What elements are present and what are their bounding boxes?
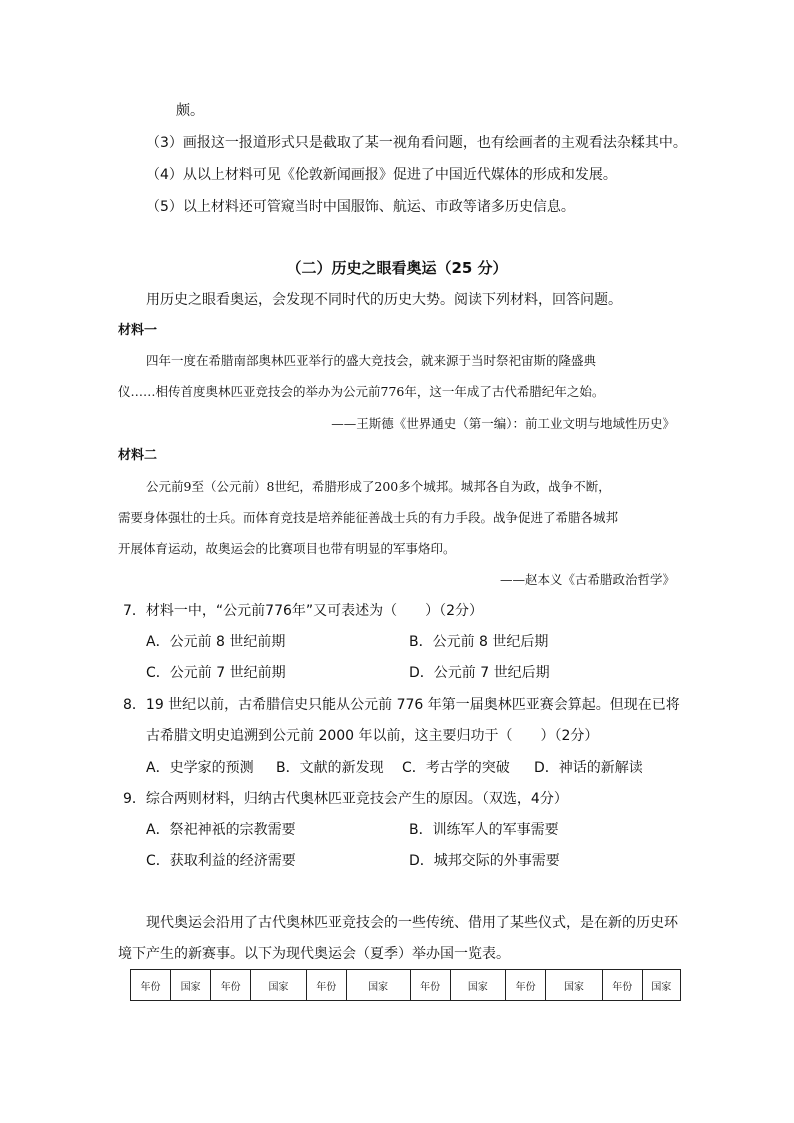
material1-source: ——王斯德《世界通史（第一编）：前工业文明与地域性历史》 bbox=[331, 416, 675, 431]
header-year: 年份 bbox=[131, 970, 171, 1001]
material2-source: ——赵本义《古希腊政治哲学》 bbox=[499, 572, 675, 587]
material2-line-2: 需要身体强壮的士兵。而体育竞技是培养能征善战士兵的有力手段。战争促进了希腊各城邦 bbox=[118, 510, 619, 525]
note-4: （4）从以上材料可见《伦敦新闻画报》促进了中国近代媒体的形成和发展。 bbox=[146, 167, 617, 183]
q7-option-c[interactable]: C．公元前 7 世纪前期 bbox=[146, 665, 286, 681]
material1-line-2: 仪……相传首度奥林匹亚竞技会的举办为公元前776年，这一年成了古代希腊纪年之始。 bbox=[118, 384, 605, 399]
note-5: （5）以上材料还可管窥当时中国服饰、航运、市政等诸多历史信息。 bbox=[146, 199, 575, 215]
material2-line-3: 开展体育运动，故奥运会的比赛项目也带有明显的军事烙印。 bbox=[118, 541, 456, 556]
note-3: （3）画报这一报道形式只是截取了某一视角看问题，也有绘画者的主观看法杂糅其中。 bbox=[146, 135, 687, 151]
q7-option-a[interactable]: A．公元前 8 世纪前期 bbox=[146, 634, 286, 650]
modern-line-1: 现代奥运会沿用了古代奥林匹亚竞技会的一些传统、借用了某些仪式，是在新的历史环 bbox=[146, 915, 678, 931]
q8-option-b[interactable]: B．文献的新发现 bbox=[276, 760, 384, 776]
header-year: 年份 bbox=[306, 970, 346, 1001]
header-country: 国家 bbox=[450, 970, 506, 1001]
q9-option-c[interactable]: C．获取利益的经济需要 bbox=[146, 853, 296, 869]
header-year: 年份 bbox=[602, 970, 642, 1001]
q9-option-a[interactable]: A．祭祀神祇的宗教需要 bbox=[146, 822, 296, 838]
header-year: 年份 bbox=[410, 970, 450, 1001]
q8-option-c[interactable]: C．考古学的突破 bbox=[402, 760, 510, 776]
header-country: 国家 bbox=[346, 970, 410, 1001]
modern-line-2: 境下产生的新赛事。以下为现代奥运会（夏季）举办国一览表。 bbox=[118, 946, 510, 962]
q7-option-b[interactable]: B．公元前 8 世纪后期 bbox=[409, 634, 549, 650]
continued-text: 颇。 bbox=[176, 103, 204, 119]
q9-stem: 9．综合两则材料，归纳古代奥林匹亚竞技会产生的原因。（双选，4分） bbox=[123, 791, 568, 807]
section-title: （二）历史之眼看奥运（25 分） bbox=[286, 259, 508, 277]
q8-option-a[interactable]: A．史学家的预测 bbox=[146, 760, 254, 776]
q7-option-d[interactable]: D．公元前 7 世纪后期 bbox=[409, 665, 550, 681]
material1-line-1: 四年一度在希腊南部奥林匹亚举行的盛大竞技会，就来源于当时祭祀宙斯的隆盛典 bbox=[146, 353, 597, 368]
q9-option-d[interactable]: D．城邦交际的外事需要 bbox=[409, 853, 560, 869]
q8-option-d[interactable]: D．神话的新解读 bbox=[534, 760, 643, 776]
material2-label: 材料二 bbox=[118, 448, 158, 463]
q8-stem-line-2: 古希腊文明史追溯到公元前 2000 年以前，这主要归功于（ ）（2分） bbox=[146, 728, 599, 744]
header-country: 国家 bbox=[251, 970, 307, 1001]
table-header-row bbox=[131, 970, 681, 1001]
material1-label: 材料一 bbox=[118, 323, 158, 338]
header-country: 国家 bbox=[171, 970, 211, 1001]
q7-stem: 7．材料一中，“公元前776年”又可表述为（ ）（2分） bbox=[123, 603, 484, 619]
header-country: 国家 bbox=[642, 970, 680, 1001]
q9-option-b[interactable]: B．训练军人的军事需要 bbox=[409, 822, 559, 838]
section-intro: 用历史之眼看奥运，会发现不同时代的历史大势。阅读下列材料，回答问题。 bbox=[146, 292, 622, 308]
material2-line-1: 公元前9至（公元前）8世纪，希腊形成了200多个城邦。城邦各自为政，战争不断， bbox=[146, 479, 611, 494]
q8-stem-line-1: 8．19 世纪以前，古希腊信史只能从公元前 776 年第一届奥林匹亚赛会算起。但现在已将 bbox=[123, 697, 680, 713]
header-year: 年份 bbox=[506, 970, 546, 1001]
olympic-hosts-table bbox=[130, 969, 681, 1001]
header-country: 国家 bbox=[546, 970, 603, 1001]
header-year: 年份 bbox=[211, 970, 251, 1001]
